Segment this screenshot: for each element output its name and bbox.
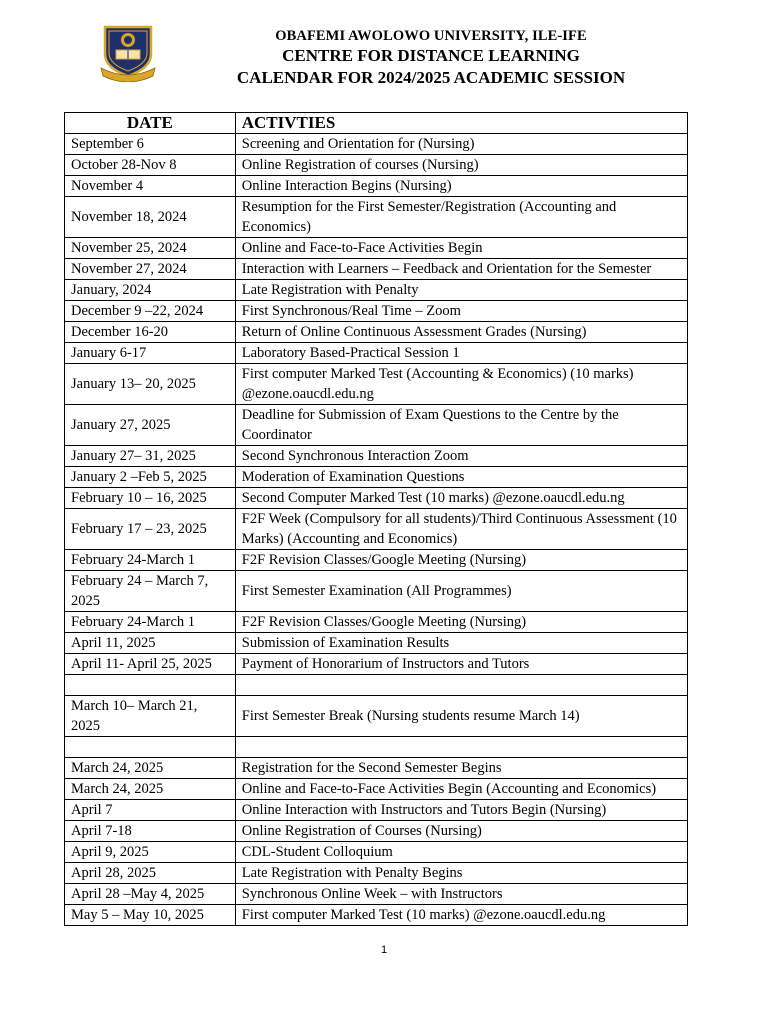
activity-cell: Online Interaction with Instructors and Tutors Begin (Nursing) — [235, 800, 687, 821]
table-row — [65, 301, 688, 322]
calendar-title: CALENDAR FOR 2024/2025 ACADEMIC SESSION — [236, 68, 626, 87]
table-row — [65, 197, 688, 238]
table-body — [65, 134, 688, 926]
table-row — [65, 696, 688, 737]
university-crest-icon — [99, 24, 157, 82]
date-cell: April 28 –May 4, 2025 — [65, 884, 236, 905]
table-row — [65, 800, 688, 821]
table-row — [65, 238, 688, 259]
table-row — [65, 737, 688, 758]
date-cell: March 24, 2025 — [65, 779, 236, 800]
table-row — [65, 612, 688, 633]
date-cell: March 10– March 21, 2025 — [65, 696, 236, 737]
table-row — [65, 467, 688, 488]
table-row — [65, 779, 688, 800]
date-cell: December 9 –22, 2024 — [65, 301, 236, 322]
date-cell: April 7 — [65, 800, 236, 821]
date-cell: December 16-20 — [65, 322, 236, 343]
activity-cell: Online Interaction Begins (Nursing) — [235, 176, 687, 197]
date-cell: January 2 –Feb 5, 2025 — [65, 467, 236, 488]
table-header-row — [65, 113, 688, 134]
date-cell: January, 2024 — [65, 280, 236, 301]
activity-cell: Resumption for the First Semester/Registration (Accounting and Economics) — [235, 197, 687, 238]
activity-cell — [235, 675, 687, 696]
activity-cell: Online Registration of courses (Nursing) — [235, 155, 687, 176]
date-cell: November 4 — [65, 176, 236, 197]
date-column-header: DATE — [65, 113, 236, 134]
activity-cell: Payment of Honorarium of Instructors and Tutors — [235, 654, 687, 675]
activity-cell: Deadline for Submission of Exam Questions to the Centre by the Coordinator — [235, 405, 687, 446]
table-row — [65, 758, 688, 779]
activity-cell: Interaction with Learners – Feedback and Orientation for the Semester — [235, 259, 687, 280]
page-number: 1 — [380, 944, 388, 956]
table-row — [65, 364, 688, 405]
date-cell: April 28, 2025 — [65, 863, 236, 884]
table-row — [65, 134, 688, 155]
date-cell: April 9, 2025 — [65, 842, 236, 863]
date-cell: April 7-18 — [65, 821, 236, 842]
activity-cell: Online Registration of Courses (Nursing) — [235, 821, 687, 842]
table-row — [65, 343, 688, 364]
activity-cell: Late Registration with Penalty — [235, 280, 687, 301]
table-row — [65, 155, 688, 176]
activity-cell: Online and Face-to-Face Activities Begin — [235, 238, 687, 259]
activity-cell: First Semester Break (Nursing students resume March 14) — [235, 696, 687, 737]
date-cell: February 24-March 1 — [65, 612, 236, 633]
activity-cell: First Semester Examination (All Programmes) — [235, 571, 687, 612]
date-cell: January 27, 2025 — [65, 405, 236, 446]
table-row — [65, 259, 688, 280]
table-row — [65, 821, 688, 842]
table-row — [65, 280, 688, 301]
activity-cell: CDL-Student Colloquium — [235, 842, 687, 863]
date-cell: February 24 – March 7, 2025 — [65, 571, 236, 612]
university-name: OBAFEMI AWOLOWO UNIVERSITY, ILE-IFE — [275, 28, 587, 44]
date-cell: February 10 – 16, 2025 — [65, 488, 236, 509]
date-cell: February 24-March 1 — [65, 550, 236, 571]
date-cell: May 5 – May 10, 2025 — [65, 905, 236, 926]
activity-cell: Second Computer Marked Test (10 marks) @ezone.oaucdl.edu.ng — [235, 488, 687, 509]
table-row — [65, 884, 688, 905]
activity-cell: Late Registration with Penalty Begins — [235, 863, 687, 884]
activity-cell: Screening and Orientation for (Nursing) — [235, 134, 687, 155]
activity-cell: Online and Face-to-Face Activities Begin (Accounting and Economics) — [235, 779, 687, 800]
activity-cell: F2F Revision Classes/Google Meeting (Nursing) — [235, 612, 687, 633]
table-row — [65, 550, 688, 571]
date-cell: November 25, 2024 — [65, 238, 236, 259]
activity-cell: Second Synchronous Interaction Zoom — [235, 446, 687, 467]
date-cell: November 27, 2024 — [65, 259, 236, 280]
activity-cell: Synchronous Online Week – with Instructors — [235, 884, 687, 905]
date-cell: October 28-Nov 8 — [65, 155, 236, 176]
table-row — [65, 446, 688, 467]
table-row — [65, 488, 688, 509]
table-row — [65, 322, 688, 343]
date-cell: February 17 – 23, 2025 — [65, 509, 236, 550]
date-cell — [65, 675, 236, 696]
table-row — [65, 509, 688, 550]
table-row — [65, 863, 688, 884]
table-row — [65, 405, 688, 446]
centre-name: CENTRE FOR DISTANCE LEARNING — [282, 46, 580, 65]
date-cell — [65, 737, 236, 758]
table-row — [65, 842, 688, 863]
academic-calendar-table — [64, 112, 688, 926]
activity-cell: First Synchronous/Real Time – Zoom — [235, 301, 687, 322]
activities-column-header: ACTIVTIES — [235, 113, 687, 134]
table-row — [65, 654, 688, 675]
date-cell: November 18, 2024 — [65, 197, 236, 238]
table-row — [65, 675, 688, 696]
activity-cell: F2F Revision Classes/Google Meeting (Nursing) — [235, 550, 687, 571]
date-cell: March 24, 2025 — [65, 758, 236, 779]
activity-cell: Registration for the Second Semester Begins — [235, 758, 687, 779]
activity-cell: F2F Week (Compulsory for all students)/Third Continuous Assessment (10 Marks) (Accounting and Economics) — [235, 509, 687, 550]
date-cell: January 13– 20, 2025 — [65, 364, 236, 405]
activity-cell: First computer Marked Test (10 marks) @ezone.oaucdl.edu.ng — [235, 905, 687, 926]
date-cell: January 6-17 — [65, 343, 236, 364]
table-row — [65, 571, 688, 612]
table-row — [65, 633, 688, 654]
activity-cell: Laboratory Based-Practical Session 1 — [235, 343, 687, 364]
activity-cell: Submission of Examination Results — [235, 633, 687, 654]
document-header — [180, 27, 682, 89]
table-row — [65, 176, 688, 197]
date-cell: September 6 — [65, 134, 236, 155]
activity-cell: Moderation of Examination Questions — [235, 467, 687, 488]
activity-cell — [235, 737, 687, 758]
table-row — [65, 905, 688, 926]
activity-cell: Return of Online Continuous Assessment Grades (Nursing) — [235, 322, 687, 343]
date-cell: April 11- April 25, 2025 — [65, 654, 236, 675]
activity-cell: First computer Marked Test (Accounting & Economics) (10 marks) @ezone.oaucdl.edu.ng — [235, 364, 687, 405]
date-cell: April 11, 2025 — [65, 633, 236, 654]
date-cell: January 27– 31, 2025 — [65, 446, 236, 467]
